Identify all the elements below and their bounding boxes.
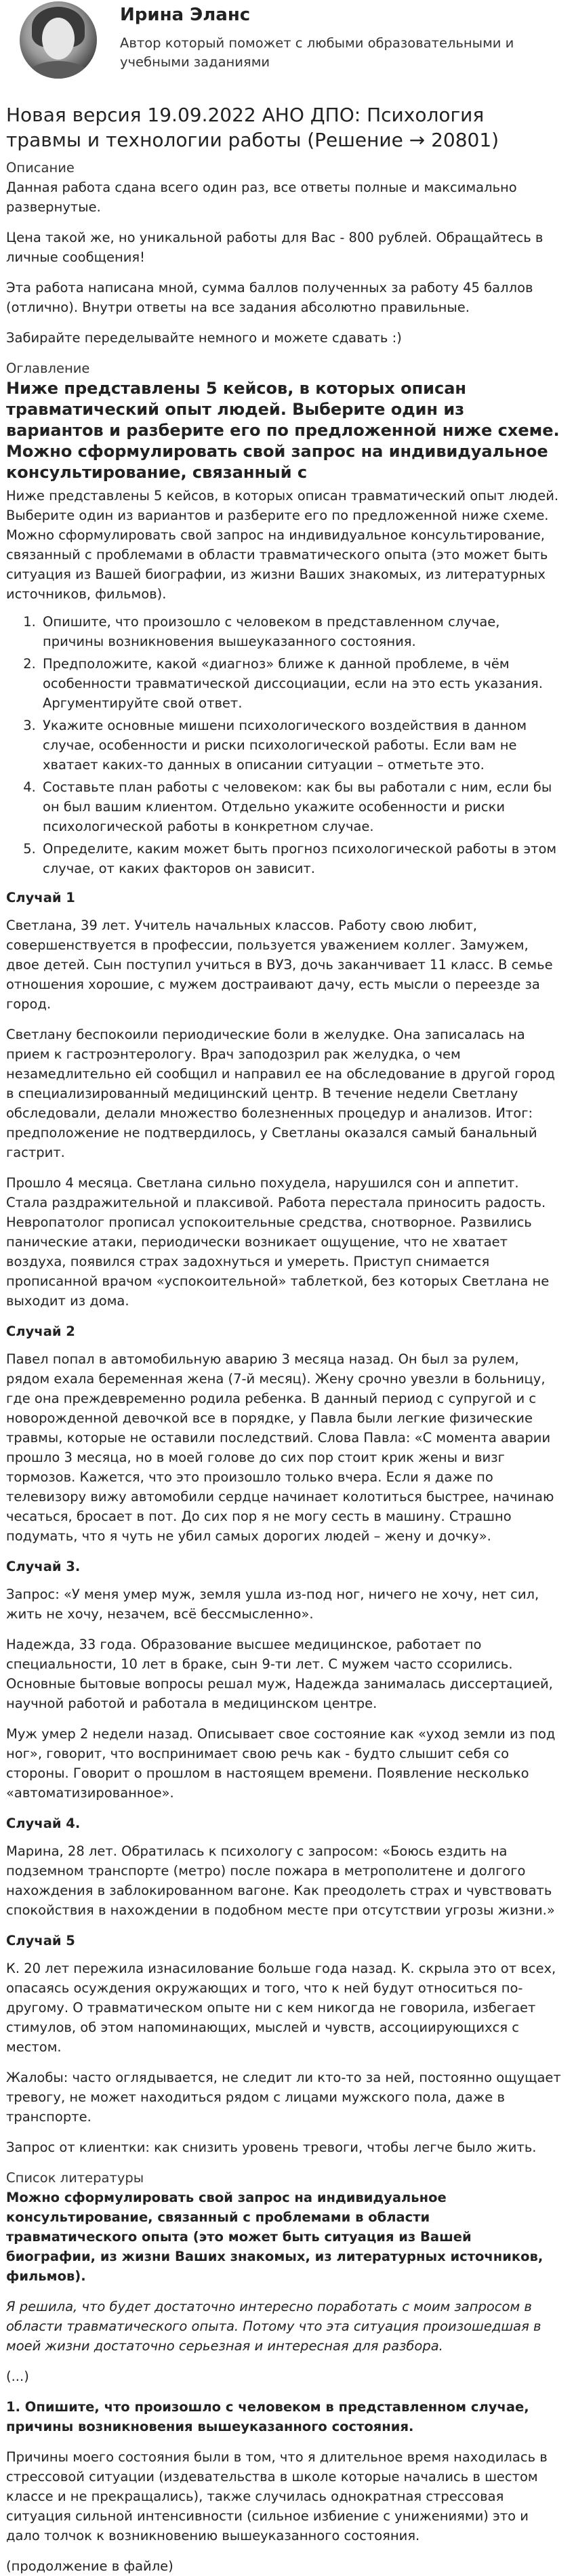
- description-paragraph: Забирайте переделывайте немного и можете сдавать :): [6, 330, 402, 346]
- toc-section: [6, 359, 562, 878]
- case-4: [6, 1814, 562, 1920]
- case-2: [6, 1322, 562, 1546]
- description-section: [6, 158, 562, 348]
- case-title: Случай 2: [6, 1324, 75, 1339]
- task-item: 4. Составьте план работы с человеком: как бы вы работали с ним, если бы он был вашим клиентом. Отдельно укажите особенности и риски психологической работы в конкретном случае.: [40, 777, 562, 836]
- case-1: [6, 888, 562, 1311]
- task-item: 1. Опишите, что произошло с человеком в представленном случае, причины возникновения вышеуказанного состояния.: [40, 612, 562, 651]
- case-paragraph: Павел попал в автомобильную аварию 3 месяца назад. Он был за рулем, рядом ехала беременная жена (7-й месяц). Жену срочно увезли в больницу, где она преждевременно родила ребенка. В данный период с супругой и с новорожденной девочкой все в порядке, у Павла были легкие физические травмы, которые не оставили последствий. Слова Павла: «С момента аварии прошло 3 месяца, но в моей голове до сих пор стоит крик жены и визг тормозов. Кажется, что это произошло только вчера. Если я даже по телевизору вижу автомобили сердце начинает колотиться быстрее, начинаю чесаться, бросает в пот. До сих пор я не могу сесть в машину. Страшно подумать, что я чуть не убил самых дорогих людей – жену и дочку».: [6, 1351, 554, 1544]
- task-item: 3. Укажите основные мишени психологического воздействия в данном случае, особенности и риски психологической работы. Если вам не хватает каких-то данных в описании ситуации – отметьте это.: [40, 716, 562, 775]
- task-item: 2. Предположите, какой «диагноз» ближе к данной проблеме, в чём особенности травматической диссоциации, если на это есть указания. Аргументируйте свой ответ.: [40, 654, 562, 713]
- description-paragraph: Эта работа написана мной, сумма баллов полученных за работу 45 баллов (отлично). Внутри ответы на все задания абсолютно правильные.: [6, 280, 533, 315]
- toc-label: Оглавление: [6, 361, 90, 376]
- case-5: [6, 1931, 562, 2157]
- task-list: [6, 612, 562, 878]
- description-label: Описание: [6, 160, 75, 176]
- case-title: Случай 1: [6, 890, 75, 905]
- literature-section: [6, 2168, 562, 2576]
- case-paragraph: Светлану беспокоили периодические боли в желудке. Она записалась на прием к гастроэнтерологу. Врач заподозрил рак желудка, о чем незамедлительно ей сообщил и направил ее на обследование в другой город в специализированный медицинский центр. В течение недели Светлану обследовали, делали множество болезненных процедур и анализов. Итог: предположение не подтвердилось, у Светланы оказался самый банальный гастрит.: [6, 1027, 556, 1160]
- literature-bold-text: Можно сформулировать свой запрос на индивидуальное консультирование, связанный с проблемами в области травматического опыта (это может быть ситуация из Вашей биографии, из жизни Ваших знакомых, из литературных источников, фильмов).: [6, 2190, 544, 2284]
- literature-label: Список литературы: [6, 2170, 144, 2186]
- author-description: Автор который поможет с любыми образовательными и учебными заданиями: [120, 35, 514, 70]
- case-paragraph: Запрос от клиентки: как снизить уровень тревоги, чтобы легче было жить.: [6, 2140, 537, 2155]
- case-paragraph: Муж умер 2 недели назад. Описывает свое состояние как «уход земли из под ног», говорит, что воспринимает свою речь как - будто слышит себя со стороны. Говорит о прошлом в настоящем времени. Появление несколько «автоматизированное».: [6, 1726, 556, 1801]
- author-info: [120, 1, 562, 72]
- case-title: Случай 3.: [6, 1559, 81, 1574]
- toc-lead-heading: Ниже представлены 5 кейсов, в которых описан травматический опыт людей. Выберите один из вариантов и разберите его по предложенной ниже схеме. Можно сформулировать свой запрос на индивидуальное консультирование, связанный с: [6, 379, 560, 482]
- case-paragraph: Светлана, 39 лет. Учитель начальных классов. Работу свою любит, совершенствуется в профессии, пользуется уважением коллег. Замужем, двое детей. Сын поступил учиться в ВУЗ, дочь заканчивает 11 класс. В семье отношения хорошие, с мужем достраивают дачу, есть мысли о переезде за город.: [6, 918, 553, 1012]
- case-paragraph: Прошло 4 месяца. Светлана сильно похудела, нарушился сон и аппетит. Стала раздражительной и плаксивой. Работа перестала приносить радость. Невропатолог прописал успокоительные средства, снотворное. Развились панические атаки, периодически возникает ощущение, что не хватает воздуха, появился страх задохнуться и умереть. Приступ снимается прописанной врачом «успокоительной» таблеткой, без которых Светлана не выходит из дома.: [6, 1175, 550, 1309]
- document-title: Новая версия 19.09.2022 АНО ДПО: Психология травмы и технологии работы (Решение → 20801): [6, 104, 499, 151]
- case-title: Случай 5: [6, 1933, 75, 1948]
- literature-italic-text: Я решила, что будет достаточно интересно поработать с моим запросом в области травматического опыта. Потому что эта ситуация произошедшая в моей жизни достаточно серьезная и интересная для разбора.: [6, 2299, 541, 2354]
- description-paragraph: Данная работа сдана всего один раз, все ответы полные и максимально развернутые.: [6, 180, 517, 215]
- toc-intro: Ниже представлены 5 кейсов, в которых описан травматический опыт людей. Выберите один из вариантов и разберите его по предложенной ниже схеме. Можно сформулировать свой запрос на индивидуальное консультирование, связанный с проблемами в области травматического опыта (это может быть ситуация из Вашей биографии, из жизни Ваших знакомых, из литературных источников, фильмов).: [6, 488, 559, 602]
- case-3: [6, 1557, 562, 1803]
- task-item: 5. Определите, каким может быть прогноз психологической работы в этом случае, от каких факторов он зависит.: [40, 839, 562, 878]
- description-paragraph: Цена такой же, но уникальной работы для Вас - 800 рублей. Обращайтесь в личные сообщения!: [6, 230, 544, 265]
- answer-title: 1. Опишите, что произошло с человеком в представленном случае, причины возникновения вышеуказанного состояния.: [6, 2399, 529, 2434]
- case-paragraph: Надежда, 33 года. Образование высшее медицинское, работает по специальности, 10 лет в браке, сын 9-ти лет. С мужем часто ссорились. Основные бытовые вопросы решал муж, Надежда занималась диссертацией, научной работой и работала в медицинском центре.: [6, 1637, 553, 1711]
- author-name[interactable]: Ирина Эланс: [120, 5, 251, 25]
- case-paragraph: К. 20 лет пережила изнасилование больше года назад. К. скрыла это от всех, опасаясь осуждения окружающих и того, что к ней будут относиться по-другому. О травматическом опыте ни с кем никогда не говорила, избегает стимулов, об этом напоминающих, мыслей и чувств, ассоциирующихся с местом.: [6, 1961, 556, 2055]
- continued-note: (продолжение в файле): [6, 2558, 173, 2574]
- author-avatar[interactable]: [20, 1, 97, 79]
- case-paragraph: Запрос: «У меня умер муж, земля ушла из-под ног, ничего не хочу, нет сил, жить не хочу, незачем, всё бессмысленно».: [6, 1587, 539, 1622]
- case-paragraph: Марина, 28 лет. Обратилась к психологу с запросом: «Боюсь ездить на подземном транспорте (метро) после пожара в метрополитене и долгого нахождения в заблокированном вагоне. Как преодолеть страх и чувствовать спокойствия в нахождении в подобном месте при отсутствии угрозы жизни.»: [6, 1843, 555, 1918]
- case-paragraph: Жалобы: часто оглядывается, не следит ли кто-то за ней, постоянно ощущает тревогу, не может находиться рядом с лицами мужского пола, даже в транспорте.: [6, 2070, 561, 2125]
- ellipsis: (...): [6, 2369, 29, 2384]
- case-title: Случай 4.: [6, 1816, 81, 1831]
- answer-text: Причины моего состояния были в том, что я длительное время находилась в стрессовой ситуации (издевательства в школе которые начались в шестом классе и не прекращались), также случилась однократная стрессовая ситуация сильной интенсивности (сильное избиение с унижениями) это и дало толчок к возникновению вышеуказанного состояния.: [6, 2449, 548, 2543]
- author-header: [6, 0, 562, 93]
